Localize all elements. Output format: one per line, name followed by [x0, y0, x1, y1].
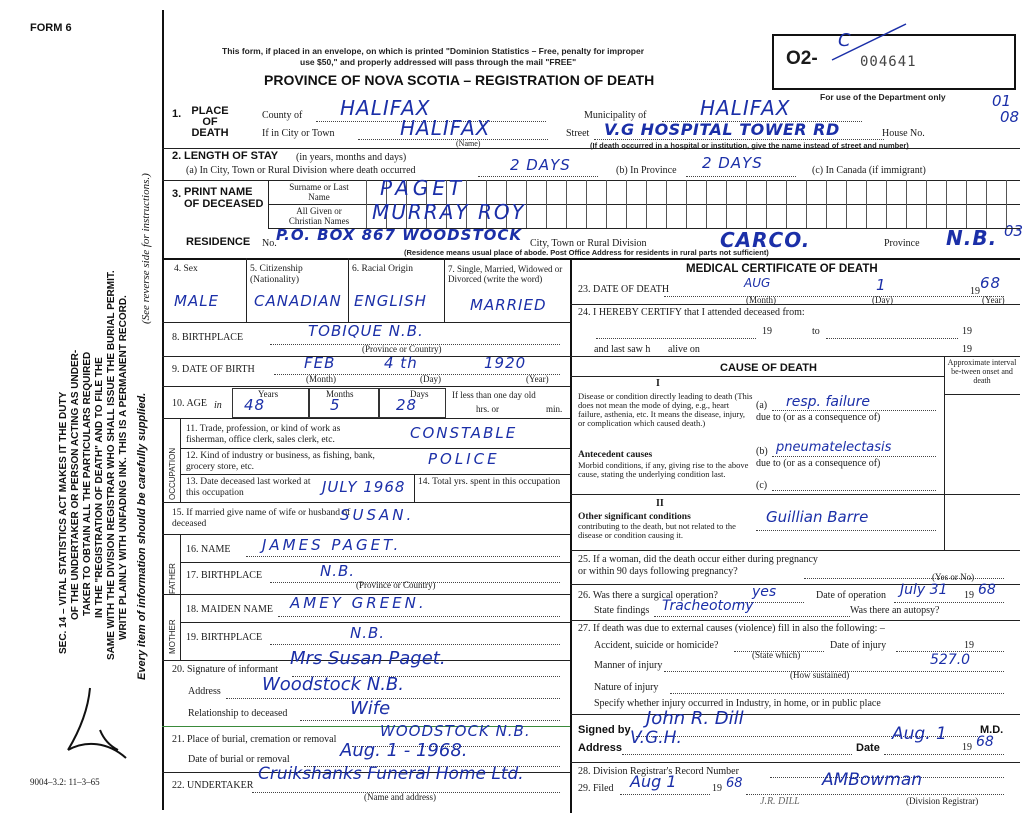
city-town-label: If in City or Town	[262, 128, 335, 139]
certify-19: 19	[762, 326, 772, 337]
name-grid-divider	[606, 180, 607, 228]
marital-status-value: MARRIED	[470, 296, 547, 314]
stay-b-value: 2 DAYS	[702, 154, 763, 172]
form-code: 9004–3.2: 11–3–65	[30, 777, 100, 787]
name-grid-divider	[806, 180, 807, 228]
name-grid-divider	[526, 180, 527, 228]
mother-birthplace-label: 19. BIRTHPLACE	[186, 632, 263, 643]
death-day-caption: (Day)	[872, 295, 893, 305]
form-label: FORM 6	[30, 22, 72, 34]
burial-place-label: 21. Place of burial, cremation or removal	[172, 734, 337, 745]
q13-label: 13. Date deceased last worked at this occupation	[186, 477, 311, 498]
death-month-caption: (Month)	[746, 295, 776, 305]
operation-date-value: July 31	[900, 582, 948, 598]
name-grid-divider	[586, 180, 587, 228]
certify-label: 24. I HEREBY CERTIFY that I attended deceased from:	[578, 307, 805, 318]
age-years-value: 48	[244, 396, 266, 414]
hrs-label: hrs. or	[476, 404, 499, 414]
last-saw-label: and last saw h	[594, 344, 651, 355]
findings-value: Tracheotomy	[662, 598, 754, 614]
name-grid-divider	[626, 180, 627, 228]
q14-label: 14. Total yrs. spent in this occupation	[418, 477, 561, 487]
racial-origin-value: ENGLISH	[354, 292, 427, 310]
certify-to: to	[812, 326, 820, 337]
margin-line-3: TAKER TO OBTAIN ALL THE PARTICULARS REQUIRED	[82, 351, 93, 616]
name-num: 3.	[172, 188, 182, 200]
physician-address-label: Address	[578, 742, 623, 754]
q12-value: POLICE	[428, 450, 500, 468]
dob-day-value: 4 th	[384, 354, 418, 372]
age-days-value: 28	[396, 396, 418, 414]
residence-label: RESIDENCE	[186, 236, 251, 248]
father-name-label: 16. NAME	[186, 544, 231, 555]
dob-year-value: 1920	[484, 354, 527, 372]
citizenship-value: CANADIAN	[254, 292, 342, 310]
surgery-label: 26. Was there a surgical operation?	[578, 590, 718, 601]
margin-line-5: SAME WITH THE DIVISION REGISTRAR WHO SHALL ISSUE THE BURIAL PERMIT.	[106, 270, 117, 660]
name-grid-divider	[966, 180, 967, 228]
name-grid-divider	[646, 180, 647, 228]
mother-birthplace-value: N.B.	[350, 624, 386, 642]
filed-label: 29. Filed	[578, 783, 614, 794]
cause-part-ii: II	[656, 498, 664, 509]
father-name-value: JAMES PAGET.	[262, 536, 402, 554]
mother-maiden-value: AMEY GREEN.	[290, 594, 427, 612]
signed-by-value: John R. Dill	[646, 708, 744, 729]
min-label: min.	[546, 404, 563, 414]
rule-after-stay	[162, 180, 1020, 181]
city-value: HALIFAX	[400, 116, 491, 140]
name-caption: (Name)	[456, 139, 481, 148]
name-grid-divider	[926, 180, 927, 228]
place-label: PLACE OF DEATH	[191, 105, 229, 139]
residence-no-label: No.	[262, 238, 277, 249]
operation-date-label: Date of operation	[816, 590, 886, 601]
due-to-2: due to (or as a consequence of)	[756, 458, 881, 469]
interval-title: Approximate interval be-tween onset and death	[947, 358, 1017, 385]
q13-value: JULY 1968	[322, 478, 406, 496]
county-value: HALIFAX	[340, 96, 431, 120]
informant-label: 20. Signature of informant	[172, 664, 279, 675]
residence-province-value: N.B.	[946, 226, 998, 250]
autopsy-label: Was there an autopsy?	[850, 605, 940, 616]
cause-a-value: resp. failure	[786, 394, 870, 410]
mother-tab: MOTHER	[168, 619, 177, 654]
undertaker-value: Cruikshanks Funeral Home Ltd.	[258, 764, 524, 784]
name-grid-divider	[886, 180, 887, 228]
record-number-label: 28. Division Registrar's Record Number	[578, 766, 739, 777]
other-conditions-note: contributing to the death, but not related to the disease or condition causing it.	[578, 521, 736, 540]
birthplace-label: 8. BIRTHPLACE	[172, 332, 244, 343]
dob-month-value: FEB	[304, 354, 336, 372]
residence-value: P.O. BOX 867 WOODSTOCK	[276, 226, 523, 244]
relationship-value: Wife	[350, 698, 391, 719]
death-year-caption: (Year)	[982, 295, 1005, 305]
operation-year-value: 68	[978, 582, 996, 598]
q11-value: CONSTABLE	[410, 424, 518, 442]
external-causes-label: 27. If death was due to external causes (violence) fill in also the following: –	[578, 623, 885, 634]
death-month-value: AUG	[744, 276, 771, 290]
alive-19: 19	[962, 344, 972, 355]
name-grid-divider	[766, 180, 767, 228]
q12-label: 12. Kind of industry or business, as fishing, bank, grocery store, etc.	[186, 451, 375, 472]
certify-19-b: 19	[962, 326, 972, 337]
name-grid-divider	[786, 180, 787, 228]
injury-year-prefix: 19	[964, 640, 974, 651]
age-days-label: Days	[410, 389, 429, 399]
age-months-label: Months	[326, 389, 354, 399]
operation-year-prefix: 19	[964, 590, 974, 601]
informant-address-value: Woodstock N.B.	[262, 674, 404, 695]
sign-date-year-value: 68	[976, 734, 994, 750]
age-in: in	[214, 400, 222, 411]
citizenship-label: 5. Citizenship (Nationality)	[250, 264, 303, 285]
manner-label: Manner of injury	[594, 660, 663, 671]
md-label: M.D.	[980, 724, 1004, 736]
filed-year-value: 68	[726, 776, 743, 791]
cause-c-label: (c)	[756, 480, 768, 491]
name-grid-divider	[826, 180, 827, 228]
dept-use-note: For use of the Department only	[820, 92, 946, 102]
margin-line-7: Every item of information should be carefully supplied.	[136, 392, 148, 680]
stay-num: 2.	[172, 150, 182, 162]
stay-a-value: 2 DAYS	[510, 156, 571, 174]
cause-b-value: pneumatelectasis	[776, 440, 892, 455]
margin-signature-scribble	[60, 680, 140, 770]
name-grid-divider	[1006, 180, 1007, 228]
given-names-label: All Given or Christian Names	[288, 206, 350, 226]
nature-label: Nature of injury	[594, 682, 659, 693]
birthplace-caption: (Province or Country)	[362, 344, 442, 354]
name-grid-divider	[706, 180, 707, 228]
racial-origin-label: 6. Racial Origin	[352, 264, 413, 274]
death-year-prefix: 19	[970, 286, 980, 297]
street-label: Street	[566, 128, 590, 139]
filed-year-prefix: 19	[712, 783, 722, 794]
mail-notice-2: use $50," and properly addressed will pass through the mail "FREE"	[300, 57, 577, 67]
findings-label: State findings	[594, 605, 650, 616]
father-birthplace-label: 17. BIRTHPLACE	[186, 570, 263, 581]
residence-city-label: City, Town or Rural Division	[530, 238, 647, 249]
yes-no-caption: (Yes or No)	[932, 572, 975, 582]
under-one-day-label: If less than one day old	[452, 390, 536, 400]
street-value: V.G HOSPITAL TOWER RD	[604, 120, 840, 139]
father-tab: FATHER	[168, 563, 177, 594]
age-months-value: 5	[330, 396, 341, 414]
specify-label: Specify whether injury occurred in Industry, in home, or in public place	[594, 698, 881, 709]
father-birthplace-caption: (Province or Country)	[356, 580, 436, 590]
name-grid-divider	[986, 180, 987, 228]
given-names-value: MURRAY ROY	[372, 200, 526, 224]
sex-value: MALE	[174, 292, 220, 310]
surgery-value: yes	[752, 584, 777, 600]
due-to-1: due to (or as a consequence of)	[756, 412, 881, 423]
sign-date-year-prefix: 19	[962, 742, 972, 753]
cause-b-label: (b)	[756, 446, 768, 457]
stay-label-note: (in years, months and days)	[296, 152, 407, 163]
undertaker-label: 22. UNDERTAKER	[172, 780, 254, 791]
hospital-note: (If death occurred in a hospital or institution, give the name instead of street and number)	[590, 141, 909, 150]
direct-cause-label: Disease or condition directly leading to death (This does not mean the mode of dying, e.g., heart failure, asthenia, etc. It means the disease, injury, or complication which caused death.)	[578, 391, 753, 428]
margin-code-1: 01	[992, 92, 1012, 110]
left-border	[162, 10, 164, 810]
stay-b-label: (b) In Province	[616, 165, 677, 176]
name-grid-divider	[866, 180, 867, 228]
other-conditions-label: Other significant conditions	[578, 512, 691, 522]
dob-label: 9. DATE OF BIRTH	[172, 364, 255, 375]
antecedent-note: Morbid conditions, if any, giving rise to the above cause, stating the underlying condition last.	[578, 460, 749, 479]
reg-number: 004641	[860, 54, 917, 70]
burial-date-label: Date of burial or removal	[188, 754, 290, 765]
reg-prefix: O2-	[786, 48, 818, 69]
dob-year-caption: (Year)	[526, 374, 549, 384]
surname-value: PAGET	[380, 176, 466, 200]
dob-month-caption: (Month)	[306, 374, 336, 384]
stay-c-label: (c) In Canada (if immigrant)	[812, 165, 926, 176]
name-grid-divider	[566, 180, 567, 228]
other-conditions-value: Guillian Barre	[766, 508, 869, 526]
injury-date-label: Date of injury	[830, 640, 887, 651]
mother-maiden-label: 18. MAIDEN NAME	[186, 604, 273, 615]
place-num: 1.	[172, 108, 182, 120]
filed-value: Aug 1	[630, 772, 677, 791]
burial-date-value: Aug. 1 - 1968.	[340, 740, 468, 761]
sign-date-label: Date	[856, 742, 880, 754]
medical-title: MEDICAL CERTIFICATE OF DEATH	[686, 263, 878, 275]
municipality-value: HALIFAX	[700, 96, 791, 120]
pen-stroke	[830, 22, 910, 62]
mail-notice-1: This form, if placed in an envelope, on which is printed "Dominion Statistics – Free, penalty for improper	[222, 46, 645, 56]
name-grid-divider	[366, 180, 367, 228]
death-date-label: 23. DATE OF DEATH	[578, 284, 670, 295]
margin-line-8: (See reverse side for instructions.)	[140, 173, 152, 324]
form-title: PROVINCE OF NOVA SCOTIA – REGISTRATION OF DEATH	[264, 72, 655, 88]
informant-address-label: Address	[188, 686, 221, 697]
informant-value: Mrs Susan Paget.	[290, 648, 446, 669]
how-sustained-caption: (How sustained)	[790, 670, 850, 680]
cause-title: CAUSE OF DEATH	[720, 362, 817, 374]
manner-code-value: 527.0	[930, 652, 971, 668]
cause-a-label: (a)	[756, 400, 768, 411]
margin-code-2: 08	[1000, 108, 1020, 126]
margin-line-2: OF THE UNDERTAKER OR PERSON ACTING AS UNDER-	[70, 349, 81, 620]
antecedent-label: Antecedent causes	[578, 450, 653, 460]
residence-province-label: Province	[884, 238, 920, 249]
margin-line-1: SEC. 14 – VITAL STATISTICS ACT MAKES IT THE DUTY	[58, 391, 69, 654]
stay-label: LENGTH OF STAY	[184, 150, 279, 162]
q15-value: SUSAN.	[340, 506, 415, 524]
accident-label: Accident, suicide or homicide?	[594, 640, 719, 651]
house-no-label: House No.	[882, 128, 925, 139]
signed-by-label: Signed by	[578, 724, 631, 736]
birthplace-value: TOBIQUE N.B.	[308, 322, 424, 340]
name-label: PRINT NAME OF DECEASED	[184, 186, 264, 210]
dill-stamp: J.R. DILL	[760, 796, 800, 807]
pregnancy-label: 25. If a woman, did the death occur either during pregnancy or within 90 days following pregnancy?	[578, 554, 818, 577]
state-which-caption: (State which)	[752, 650, 801, 660]
county-label: County of	[262, 110, 303, 121]
margin-line-6: WRITE PLAINLY WITH UNFADING INK. THIS IS A PERMANENT RECORD.	[118, 295, 129, 640]
registrar-signature: AMBowman	[822, 770, 923, 790]
registration-number-box	[772, 30, 1016, 90]
center-divider	[570, 258, 572, 813]
registrar-caption: (Division Registrar)	[906, 796, 979, 806]
name-grid-divider	[846, 180, 847, 228]
age-label: 10. AGE	[172, 398, 207, 409]
residence-city-value: CARCO.	[720, 228, 811, 252]
name-grid-divider	[906, 180, 907, 228]
name-grid-divider	[726, 180, 727, 228]
dob-day-caption: (Day)	[420, 374, 441, 384]
age-years-label: Years	[258, 389, 279, 399]
sex-label: 4. Sex	[174, 264, 198, 274]
residence-note: (Residence means usual place of abode. Post Office Address for residents in rural parts not sufficient)	[404, 248, 769, 257]
occupation-tab: OCCUPATION	[168, 447, 177, 500]
name-grid-divider	[686, 180, 687, 228]
margin-line-4: IN THE "REGISTRATION OF DEATH" AND TO FILE THE	[94, 357, 105, 618]
cause-part-i: I	[656, 378, 660, 389]
death-day-value: 1	[876, 276, 887, 294]
q15-label: 15. If married give name of wife or husband of deceased	[172, 508, 351, 529]
stay-a-label: (a) In City, Town or Rural Division where death occurred	[186, 165, 416, 176]
surname-label: Surname or Last Name	[289, 182, 349, 202]
name-grid-divider	[746, 180, 747, 228]
father-birthplace-value: N.B.	[320, 562, 356, 580]
q11-label: 11. Trade, profession, or kind of work as fisherman, office clerk, sales clerk, etc.	[186, 424, 341, 445]
rule-after-residence	[162, 258, 1020, 260]
name-grid-divider	[546, 180, 547, 228]
burial-place-value: WOODSTOCK N.B.	[380, 722, 531, 740]
sign-date-value: Aug. 1	[892, 724, 947, 744]
death-year-value: 68	[980, 274, 1002, 292]
physician-address-value: V.G.H.	[630, 728, 682, 748]
undertaker-caption: (Name and address)	[364, 792, 436, 802]
marital-status-label: 7. Single, Married, Widowed or Divorced (write the word)	[448, 264, 563, 284]
name-grid-divider	[946, 180, 947, 228]
municipality-label: Municipality of	[584, 110, 647, 121]
margin-code-3: 03	[1004, 222, 1024, 240]
relationship-label: Relationship to deceased	[188, 708, 288, 719]
name-grid-divider	[666, 180, 667, 228]
alive-on-label: alive on	[668, 344, 700, 355]
reg-hand-letter: C	[838, 30, 851, 51]
